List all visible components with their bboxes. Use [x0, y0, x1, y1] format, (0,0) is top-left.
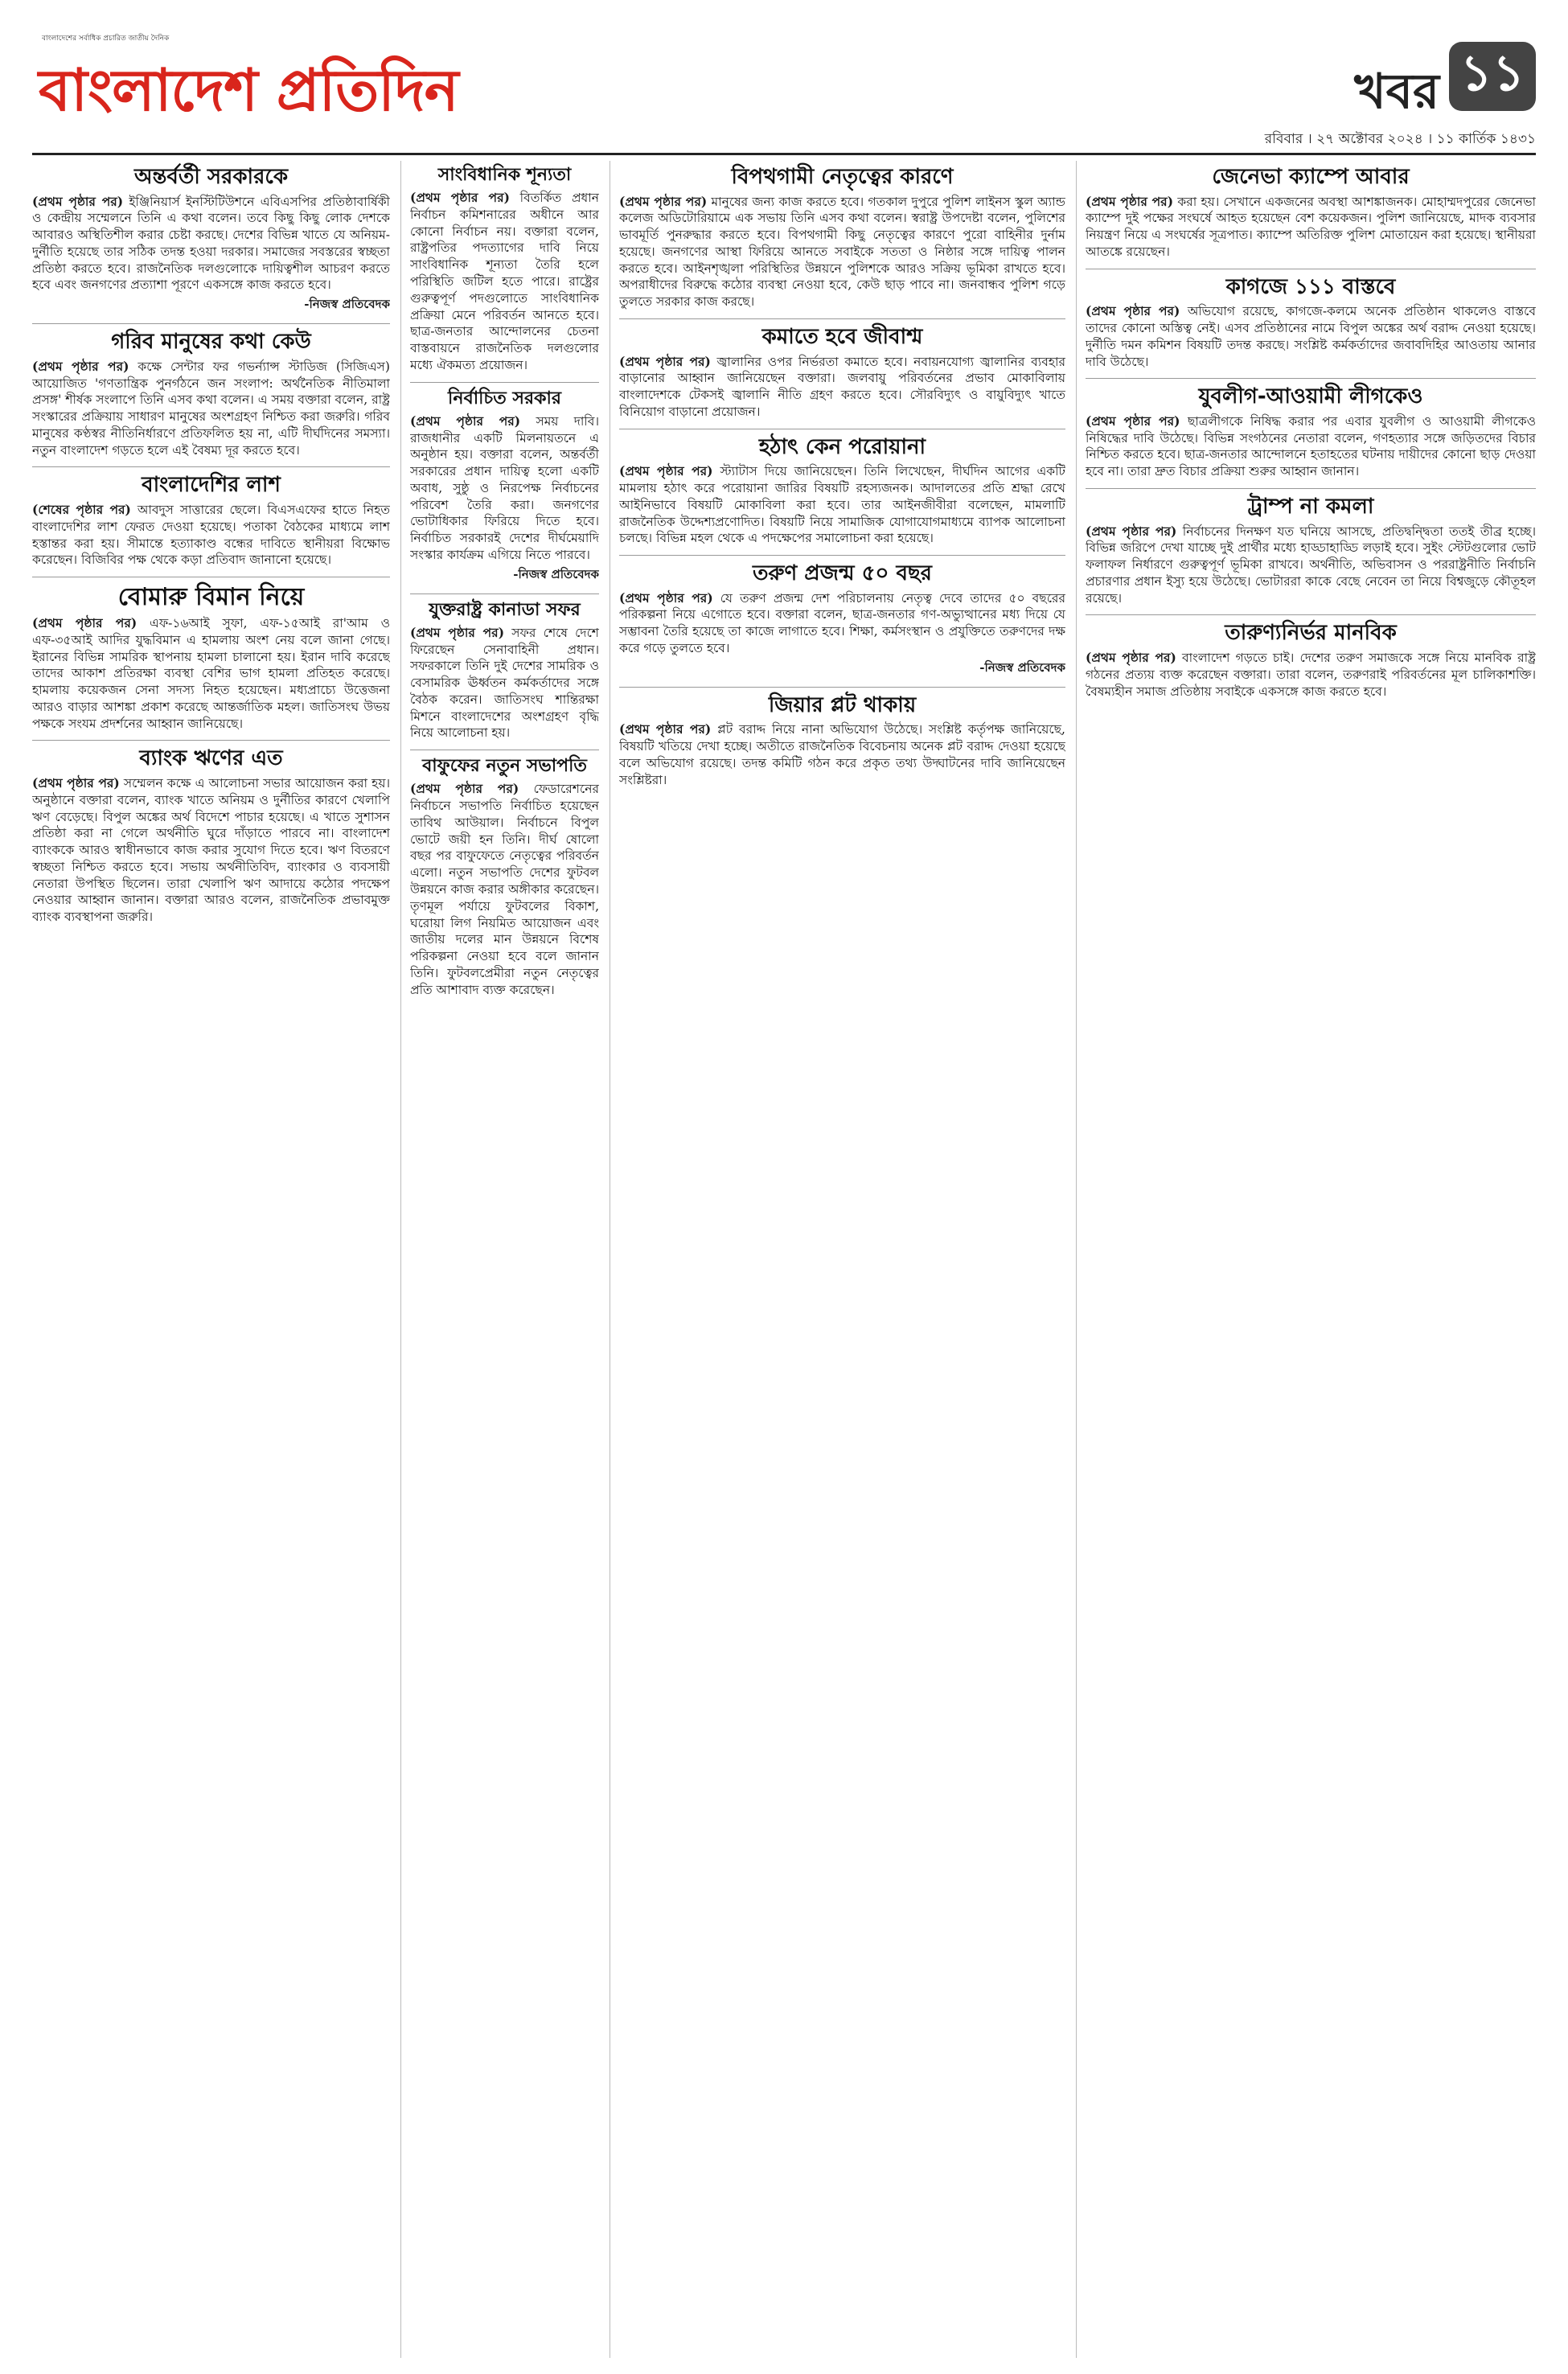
- article-body: [619, 463, 1065, 547]
- article-lede: (প্রথম পৃষ্ঠার পর): [410, 190, 510, 206]
- article-body: [32, 502, 390, 569]
- article-headline: তারুণ্যনির্ভর মানবিক: [1225, 621, 1397, 646]
- article-text: নির্বাচনের দিনক্ষণ যত ঘনিয়ে আসছে, প্রতিদ্বন্দ্বিতা ততই তীব্র হচ্ছে। বিভিন্ন জরিপে দেখা যাচ্ছে দুই প্রার্থীর মধ্যে হাড্ডাহাড্ডি লড়াই হবে। সুইং স্টেটগুলোর ভোট ফলাফল নির্ধারণে গুরুত্বপূর্ণ ভূমিকা রাখবে। অর্থনীতি, অভিবাসন ও পররাষ্ট্রনীতি নির্বাচনি প্রচারণার প্রধান ইস্যু হয়ে উঠেছে। ভোটাররা কাকে বেছে নেবেন তা নিয়ে বিশ্বজুড়ে কৌতূহল রয়েছে।: [1086, 524, 1536, 606]
- column-rule: [1076, 161, 1077, 2358]
- section-label: খবর: [1354, 64, 1439, 120]
- article: [619, 694, 1065, 789]
- article-headline: বিপথগামী নেতৃত্বের কারণে: [731, 165, 954, 189]
- article-headline: বাংলাদেশির লাশ: [142, 473, 281, 498]
- article: [410, 601, 599, 742]
- article-headline: জেনেভা ক্যাম্পে আবার: [1212, 165, 1410, 189]
- divider: [1086, 614, 1536, 615]
- article-body: [1086, 194, 1536, 261]
- article-body: [619, 590, 1065, 657]
- divider: [410, 382, 599, 383]
- divider: [1086, 488, 1536, 489]
- article-text: বিতর্কিত প্রধান নির্বাচন কমিশনারের অধীনে আর কোনো নির্বাচন নয়। বক্তারা বলেন, রাষ্ট্রপতির পদত্যাগের দাবি নিয়ে সাংবিধানিক শূন্যতা তৈরি হলে পরিস্থিতি জটিল হতে পারে। রাষ্ট্রের গুরুত্বপূর্ণ পদগুলোতে সাংবিধানিক প্রক্রিয়া মেনে পরিবর্তন আনতে হবে। ছাত্র-জনতার আন্দোলনের চেতনা বাস্তবায়নে রাজনৈতিক দলগুলোর মধ্যে ঐকমত্য প্রয়োজন।: [410, 191, 599, 372]
- article-text: সম্মেলন কক্ষে এ আলোচনা সভার আয়োজন করা হয়। অনুষ্ঠানে বক্তারা বলেন, ব্যাংক খাতে অনিয়ম ও দুর্নীতির কারণে খেলাপি ঋণ বেড়েছে। বিপুল অঙ্কের অর্থ বিদেশে পাচার হয়েছে। এ খাতে সুশাসন প্রতিষ্ঠা করা না গেলে অর্থনীতি ঘুরে দাঁড়াতে পারবে না। বাংলাদেশ ব্যাংককে আরও স্বাধীনভাবে কাজ করার সুযোগ দিতে হবে। ঋণ বিতরণে স্বচ্ছতা নিশ্চিত করতে হবে। সভায় অর্থনীতিবিদ, ব্যাংকার ও ব্যবসায়ী নেতারা উপস্থিত ছিলেন। তারা খেলাপি ঋণ আদায়ে কঠোর পদক্ষেপ নেওয়ার আহ্বান জানান। বক্তারা আরও বলেন, রাজনৈতিক প্রভাবমুক্ত ব্যাংক ব্যবস্থাপনা জরুরি।: [32, 775, 390, 925]
- article-headline: কাগজে ১১১ বাস্তবে: [1225, 274, 1396, 299]
- article-headline: যুক্তরাষ্ট্র কানাডা সফর: [429, 599, 581, 620]
- article-headline: সাংবিধানিক শূন্যতা: [437, 165, 572, 185]
- article-lede: (প্রথম পৃষ্ঠার পর): [1086, 413, 1180, 429]
- article-body: [619, 721, 1065, 788]
- article-text: অভিযোগ রয়েছে, কাগজে-কলমে অনেক প্রতিষ্ঠান থাকলেও বাস্তবে তাদের কোনো অস্তিত্ব নেই। এসব প্রতিষ্ঠানের নামে বিপুল অঙ্কের অর্থ বরাদ্দ নেওয়া হয়েছে। দুর্নীতি দমন কমিশন বিষয়টি তদন্ত করছে। সংশ্লিষ্ট কর্মকর্তাদের জবাবদিহির আওতায় আনার দাবি উঠেছে।: [1086, 304, 1536, 369]
- article-text: বাংলাদেশ গড়তে চাই। দেশের তরুণ সমাজকে সঙ্গে নিয়ে মানবিক রাষ্ট্র গঠনের প্রত্যয় ব্যক্ত করেছেন বক্তারা। তারা বলেন, তরুণরাই পরিবর্তনের মূল চালিকাশক্তি। বৈষম্যহীন সমাজ প্রতিষ্ঠায় সবাইকে একসঙ্গে কাজ করতে হবে।: [1086, 650, 1536, 699]
- article-body: [410, 625, 599, 741]
- article-lede: (প্রথম পৃষ্ঠার পর): [32, 193, 124, 209]
- article-lede: (প্রথম পৃষ্ঠার পর): [619, 193, 708, 209]
- article-text: যে তরুণ প্রজন্ম দেশ পরিচালনায় নেতৃত্ব দেবে তাদের ৫০ বছরের পরিকল্পনা নিয়ে এগোতে হবে। বক্তারা বলেন, ছাত্র-জনতার গণ-অভ্যুত্থানের মধ্য দিয়ে যে সম্ভাবনা তৈরি হয়েছে তা কাজে লাগাতে হবে। শিক্ষা, কর্মসংস্থান ও প্রযুক্তিতে তরুণদের দক্ষ করে গড়ে তুলতে হবে।: [619, 590, 1065, 655]
- dateline: রবিবার । ২৭ অক্টোবর ২০২৪ । ১১ কার্তিক ১৪৩১: [1264, 131, 1536, 147]
- article-body: [32, 775, 390, 926]
- article-body: [410, 781, 599, 998]
- divider: [32, 740, 390, 741]
- article-text: করা হয়। সেখানে একজনের অবস্থা আশঙ্কাজনক। মোহাম্মদপুরের জেনেভা ক্যাম্পে দুই পক্ষের সংঘর্ষে আহত হয়েছেন বেশ কয়েকজন। পুলিশ জানিয়েছে, মাদক ব্যবসার নিয়ন্ত্রণ নিয়ে এ সংঘর্ষের সূত্রপাত। ক্যাম্পে অতিরিক্ত পুলিশ মোতায়েন করা হয়েছে। স্থানীয়রা আতঙ্কে রয়েছেন।: [1086, 194, 1536, 259]
- article-lede: (প্রথম পৃষ্ঠার পর): [32, 774, 120, 791]
- article: [1086, 385, 1536, 480]
- divider: [32, 466, 390, 467]
- article-headline: ব্যাংক ঋণের এত: [139, 746, 283, 771]
- article-lede: (প্রথম পৃষ্ঠার পর): [32, 358, 129, 374]
- article-headline: বাফুফের নতুন সভাপতি: [422, 756, 587, 777]
- column-4: [1086, 161, 1536, 2358]
- article-lede: (প্রথম পৃষ্ঠার পর): [1086, 193, 1174, 209]
- article-lede: (প্রথম পৃষ্ঠার পর): [410, 624, 505, 640]
- article-lede: (প্রথম পৃষ্ঠার পর): [1086, 523, 1177, 539]
- article-headline: ট্রাম্প না কমলা: [1247, 494, 1374, 519]
- article-lede: (প্রথম পৃষ্ঠার পর): [410, 413, 521, 429]
- article-text: এফ-১৬আই সুফা, এফ-১৫আই রা'আম ও এফ-৩৫আই আদির যুদ্ধবিমান এ হামলায় অংশ নেয় বলে জানা গেছে। ইরানের বিভিন্ন সামরিক স্থাপনায় হামলা চালানো হয়। ইরান দাবি করেছে তাদের আকাশ প্রতিরক্ষা ব্যবস্থা বেশির ভাগ হামলা প্রতিহত করেছে। হামলায় কয়েকজন সেনা সদস্য নিহত হয়েছেন। মধ্যপ্রাচ্যে উত্তেজনা আরও বাড়ার আশঙ্কা প্রকাশ করেছে আন্তর্জাতিক মহল। জাতিসংঘ উভয় পক্ষকে সংযম প্রদর্শনের আহ্বান জানিয়েছে।: [32, 616, 390, 731]
- masthead-tagline: বাংলাদেশের সর্বাধিক প্রচারিত জাতীয় দৈনিক: [42, 35, 170, 43]
- article: [1086, 495, 1536, 606]
- article-text: আবদুস সাত্তারের ছেলে। বিএসএফের হাতে নিহত বাংলাদেশির লাশ ফেরত দেওয়া হয়েছে। পতাকা বৈঠকের মাধ্যমে লাশ হস্তান্তর করা হয়। সীমান্তে হত্যাকাণ্ড বন্ধের দাবিতে স্থানীয়রা বিক্ষোভ করেছেন। বিজিবির পক্ষ থেকে কড়া প্রতিবাদ জানানো হয়েছে।: [32, 502, 390, 568]
- article: [32, 584, 390, 732]
- article-body: [410, 190, 599, 373]
- article: [32, 474, 390, 569]
- article-lede: (প্রথম পৃষ্ঠার পর): [619, 589, 713, 606]
- article: [1086, 276, 1536, 371]
- article-text: প্লট বরাদ্দ নিয়ে নানা অভিযোগ উঠেছে। সংশ্লিষ্ট কর্তৃপক্ষ জানিয়েছে, বিষয়টি খতিয়ে দেখা হচ্ছে। অতীতে রাজনৈতিক বিবেচনায় অনেক প্লট বরাদ্দ দেওয়া হয়েছে বলে অভিযোগ রয়েছে। তদন্ত কমিটি গঠন করে প্রকৃত তথ্য উদ্ঘাটনের দাবি জানিয়েছেন সংশ্লিষ্টরা।: [619, 722, 1065, 787]
- column-rule: [400, 161, 401, 2358]
- article-lede: (প্রথম পৃষ্ঠার পর): [410, 781, 519, 797]
- article: [619, 436, 1065, 547]
- article-text: ফেডারেশনের নির্বাচনে সভাপতি নির্বাচিত হয়েছেন তাবিথ আউয়াল। নির্বাচনে বিপুল ভোটে জয়ী হন তিনি। দীর্ঘ ষোলো বছর পর বাফুফেতে নেতৃত্বের পরিবর্তন এলো। নতুন সভাপতি দেশের ফুটবল উন্নয়নে কাজ করার অঙ্গীকার করেছেন। তৃণমূল পর্যায়ে ফুটবলের বিকাশ, ঘরোয়া লিগ নিয়মিত আয়োজন এবং জাতীয় দলের মান উন্নয়নে বিশেষ পরিকল্পনা নেওয়া হবে বলে জানান তিনি। ফুটবলপ্রেমীরা নতুন নেতৃত্বের প্রতি আশাবাদ ব্যক্ত করেছেন।: [410, 782, 599, 997]
- article: [1086, 622, 1536, 700]
- article: [32, 747, 390, 925]
- article-body: [1086, 650, 1536, 700]
- article-lede: (প্রথম পৃষ্ঠার পর): [619, 463, 713, 479]
- article-lede: (প্রথম পৃষ্ঠার পর): [32, 615, 138, 631]
- article-body: [1086, 303, 1536, 370]
- column-3: [619, 161, 1065, 2358]
- article-body: [619, 354, 1065, 421]
- article: [1086, 166, 1536, 261]
- article-text: মানুষের জন্য কাজ করতে হবে। গতকাল দুপুরে পুলিশ লাইনস স্কুল অ্যান্ড কলেজ অডিটোরিয়ামে এক সভায় তিনি এসব কথা বলেন। স্বরাষ্ট্র উপদেষ্টা বলেন, পুলিশের ভাবমূর্তি পুনরুদ্ধার করতে হবে। বিপথগামী কিছু নেতৃত্বের কারণে পুরো বাহিনীর দুর্নাম হয়েছে। জনগণের আস্থা ফিরিয়ে আনতে সবাইকে সততা ও নিষ্ঠার সঙ্গে দায়িত্ব পালন করতে হবে। আইনশৃঙ্খলা পরিস্থিতির উন্নয়নে পুলিশকে আরও সক্রিয় ভূমিকা রাখতে হবে। অপরাধীদের বিরুদ্ধে কঠোর ব্যবস্থা নেওয়া হবে, কেউ ছাড় পাবে না। জনবান্ধব পুলিশ গড়ে তুলতে সরকার কাজ করছে।: [619, 194, 1065, 310]
- article-text: কক্ষে সেন্টার ফর গভর্ন্যান্স স্টাডিজ (সিজিএস) আয়োজিত 'গণতান্ত্রিক পুনর্গঠনে জন সংলাপ: অর্থনৈতিক নীতিমালা প্রসঙ্গ' শীর্ষক সংলাপে তিনি এসব কথা বলেন। এ সময় বক্তারা বলেন, রাষ্ট্র সংস্কারের প্রক্রিয়ায় সাধারণ মানুষের অংশগ্রহণ নিশ্চিত করা জরুরি। গরিব মানুষের কণ্ঠস্বর নীতিনির্ধারণে প্রতিফলিত হয় না, এটি দীর্ঘদিনের সমস্যা। নতুন বাংলাদেশ গড়তে হলে এই বৈষম্য দূর করতে হবে।: [32, 359, 390, 458]
- column-1: [32, 161, 390, 2358]
- divider: [1086, 378, 1536, 379]
- article: [410, 166, 599, 374]
- article-lede: (প্রথম পৃষ্ঠার পর): [1086, 303, 1180, 319]
- article-headline: গরিব মানুষের কথা কেউ: [111, 330, 311, 355]
- article-headline: হঠাৎ কেন পরোয়ানা: [758, 434, 926, 459]
- article-body: [1086, 413, 1536, 480]
- article-headline: যুবলীগ-আওয়ামী লীগকেও: [1198, 384, 1423, 409]
- article-lede: (শেষের পৃষ্ঠার পর): [32, 501, 131, 517]
- article-headline: বোমারু বিমান নিয়ে: [117, 583, 305, 612]
- article-headline: জিয়ার প্লট থাকায়: [768, 692, 917, 717]
- article-byline: -নিজস্ব প্রতিবেদক: [513, 566, 599, 581]
- article-text: সফর শেষে দেশে ফিরেছেন সেনাবাহিনী প্রধান। সফরকালে তিনি দুই দেশের সামরিক ও বেসামরিক ঊর্ধ্বতন কর্মকর্তাদের সঙ্গে বৈঠক করেন। জাতিসংঘ শান্তিরক্ষা মিশনে বাংলাদেশের অংশগ্রহণ বৃদ্ধি নিয়ে আলোচনা হয়।: [410, 625, 599, 741]
- article-lede: (প্রথম পৃষ্ঠার পর): [619, 353, 711, 369]
- article: [619, 166, 1065, 310]
- article: [410, 389, 599, 585]
- article-headline: কমাতে হবে জীবাশ্ম: [761, 324, 923, 349]
- article-lede: (প্রথম পৃষ্ঠার পর): [1086, 649, 1176, 665]
- article-headline: তরুণ প্রজন্ম ৫০ বছর: [753, 561, 932, 586]
- article-text: স্ট্যাটাস দিয়ে জানিয়েছেন। তিনি লিখেছেন, দীর্ঘদিন আগের একটি মামলায় হঠাৎ করে পরোয়ানা জারির বিষয়টি রহস্যজনক। আদালতের প্রতি শ্রদ্ধা রেখে আইনিভাবে বিষয়টি মোকাবিলা করা হবে। তার আইনজীবীরা বলেছেন, মামলাটি রাজনৈতিক উদ্দেশ্যপ্রণোদিত। বিষয়টি নিয়ে সামাজিক যোগাযোগমাধ্যমে ব্যাপক আলোচনা চলছে। বিভিন্ন মহল থেকে এ পদক্ষেপের সমালোচনা করা হয়েছে।: [619, 464, 1065, 546]
- column-2: [410, 161, 599, 2358]
- page-number-badge: ১১: [1449, 42, 1536, 111]
- article-byline: -নিজস্ব প্রতিবেদক: [979, 659, 1065, 675]
- article: [619, 326, 1065, 421]
- article-text: ছাত্রলীগকে নিষিদ্ধ করার পর এবার যুবলীগ ও আওয়ামী লীগকেও নিষিদ্ধের দাবি উঠেছে। বিভিন্ন সংগঠনের নেতারা বলেন, গণহত্যার সঙ্গে জড়িতদের বিচার নিশ্চিত করতে হবে। ছাত্র-জনতার আন্দোলনে হতাহতের ঘটনায় দায়ীদের কোনো ছাড় দেওয়া হবে না। তারা দ্রুত বিচার প্রক্রিয়া শুরুর আহ্বান জানান।: [1086, 413, 1536, 479]
- article-byline: -নিজস্ব প্রতিবেদক: [304, 297, 390, 312]
- divider: [619, 555, 1065, 556]
- masthead-rule: [32, 153, 1536, 155]
- divider: [32, 323, 390, 324]
- article-text: ইঞ্জিনিয়ার্স ইনস্টিটিউশনে এবিএসপির প্রতিষ্ঠাবার্ষিকী ও কেন্দ্রীয় সম্মেলনে তিনি এ কথা বলেন। তবে কিছু কিছু লোক দেশকে আবারও অস্থিতিশীল করার চেষ্টা করছে। দেশের বিভিন্ন খাতে যে অনিয়ম-দুর্নীতি হয়েছে তার সঠিক তদন্ত হওয়া দরকার। সমাজের সবস্তরের স্বচ্ছতা প্রতিষ্ঠা করতে হবে। রাজনৈতিক দলগুলোকে দায়িত্বশীল আচরণ করতে হবে এবং জনগণের প্রত্যাশা পূরণে একসঙ্গে কাজ করতে হবে।: [32, 194, 390, 293]
- article: [32, 166, 390, 315]
- article-lede: (প্রথম পৃষ্ঠার পর): [619, 721, 712, 737]
- article-headline: অন্তর্বর্তী সরকারকে: [133, 165, 289, 189]
- article-body: [32, 615, 390, 732]
- article-body: [32, 194, 390, 294]
- article-body: [410, 413, 599, 564]
- article-headline: নির্বাচিত সরকার: [448, 388, 561, 409]
- divider: [619, 318, 1065, 319]
- article: [410, 757, 599, 998]
- article-body: [1086, 524, 1536, 607]
- article-body: [32, 359, 390, 459]
- divider: [619, 687, 1065, 688]
- article: [619, 562, 1065, 679]
- masthead: [32, 0, 1536, 157]
- article-text: সময় দাবি। রাজধানীর একটি মিলনায়তনে এ অনুষ্ঠান হয়। বক্তারা বলেন, অন্তর্বর্তী সরকারের প্রধান দায়িত্ব হলো একটি অবাধ, সুষ্ঠু ও নিরপেক্ষ নির্বাচনের পরিবেশ তৈরি করা। জনগণের ভোটাধিকার ফিরিয়ে দিতে হবে। নির্বাচিত সরকারই দেশের দীর্ঘমেয়াদি সংস্কার কার্যক্রম এগিয়ে নিতে পারবে।: [410, 413, 599, 562]
- article-text: জ্বালানির ওপর নির্ভরতা কমাতে হবে। নবায়নযোগ্য জ্বালানির ব্যবহার বাড়ানোর আহ্বান জানিয়েছেন বক্তারা। জলবায়ু পরিবর্তনের প্রভাব মোকাবিলায় বাংলাদেশকে টেকসই জ্বালানি নীতি গ্রহণ করতে হবে। সৌরবিদ্যুৎ ও বায়ুবিদ্যুৎ খাতে বিনিয়োগ বাড়ানো প্রয়োজন।: [619, 354, 1065, 419]
- newspaper-logo[interactable]: বাংলাদেশ প্রতিদিন: [39, 56, 458, 124]
- article-body: [619, 194, 1065, 310]
- article: [32, 331, 390, 458]
